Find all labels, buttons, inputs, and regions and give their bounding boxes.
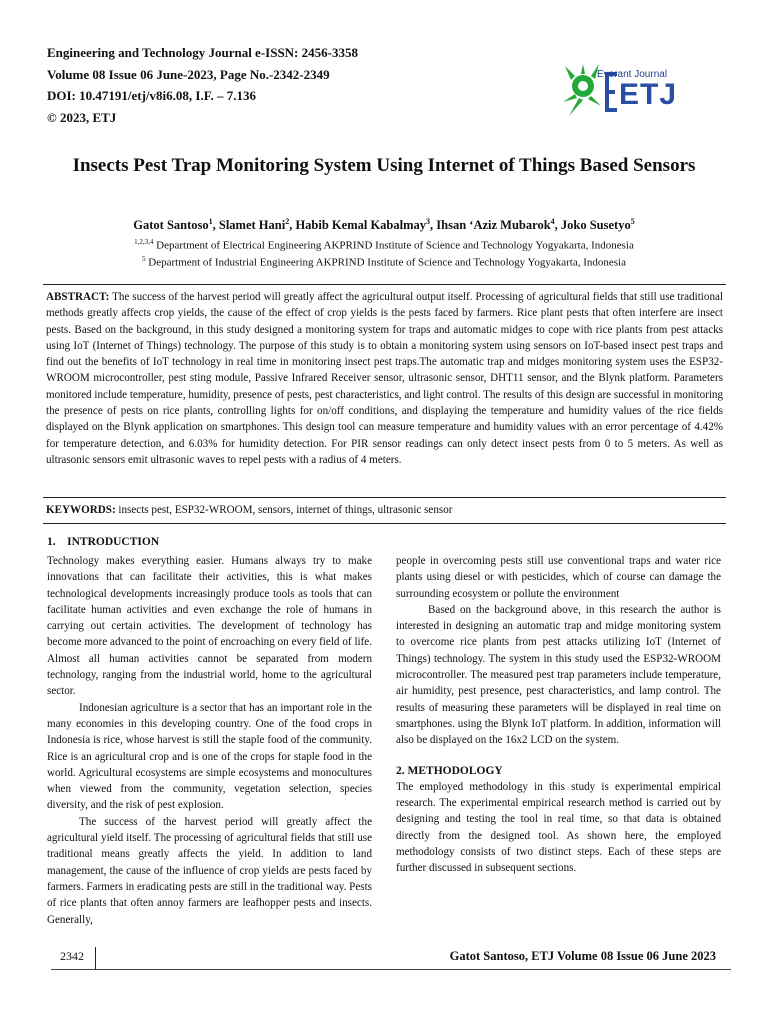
copyright-line: © 2023, ETJ <box>47 109 117 125</box>
author-name: Slamet Hani <box>218 218 286 233</box>
footer-separator <box>95 947 96 969</box>
author-name: Gatot Santoso <box>133 218 209 233</box>
author-name: Habib Kemal Kabalmay <box>295 218 427 233</box>
section-heading-methodology: 2. METHODOLOGY <box>396 764 503 777</box>
right-column <box>396 553 721 877</box>
methodology-paragraph-1: The employed methodology in this study is experimental empirical research. The experimental empirical research method is carried out by designing and testing the tool in real time, so that data is obtained directly from the designed tool. As shown here, the employed methodology consists of two distinct steps. Each of these steps are further discussed in subsequent sections. <box>396 780 721 875</box>
page-number: 2342 <box>60 949 84 963</box>
doi-line: DOI: 10.47191/etj/v8i6.08, I.F. – 7.136 <box>47 88 256 103</box>
logo-publisher-text: Everant Journal <box>597 69 668 80</box>
abstract-block <box>43 284 726 498</box>
intro-paragraph-5: Based on the background above, in this research the author is interested in designing an automatic trap and midge monitoring system to overcome rice plants from pest attacks utilizing IoT (Internet of Things) technology. The system in this study used the ESP32-WROOM microcontroller. The measured pest trap parameters include temperature, air humidity, pest presence, pest characteristics, and lamp control. The results of measuring these parameters will be displayed in real time on smartphones. using the Blynk IoT platform. In addition, information will also be displayed on the 16x2 LCD on the system. <box>396 603 721 747</box>
section-heading-introduction: 1. INTRODUCTION <box>47 536 160 548</box>
author-list: Gatot Santoso$^1$, Slamet Hani$^2$, Habib Kemal Kabalmay$^3$, Ihsan ‘Aziz Mubarok$^4$, Joko Susetyo$^5$ <box>133 217 635 233</box>
intro-paragraph-3: The success of the harvest period will greatly affect the agricultural yield itself. The processing of agricultural fields that still use traditional means greatly affects the yield. In addition to land management, the cause of the influence of crop yields are pests faced by farmers. Farmers in eradicating pests are still in the traditional way. Pests of rice plants that often annoy farmers are leafhopper pests and insects. Generally, <box>47 815 372 926</box>
intro-paragraph-4: people in overcoming pests still use conventional traps and water rice plants using diesel or with pesticides, which of course can damage the surrounding ecosystem or pollute the environment <box>396 555 721 600</box>
intro-paragraph-1: Technology makes everything easier. Humans always try to make innovations that can facilitate their activities, this is what makes technological developments increasingly produce tools as tools that can facilitate human activities and even exchange the role of humans in carrying out certain activities. The development of technology has become more advanced to the point of encroaching on every field of life. Almost all human activities cannot be separated from modern technology, ranging from the industrial world, home to the agricultural sector. <box>47 555 372 698</box>
keywords-divider <box>43 523 726 524</box>
footer-rule <box>51 969 731 970</box>
keywords-text: insects pest, ESP32-WROOM, sensors, internet of things, ultrasonic sensor <box>115 504 453 516</box>
author-name: Ihsan ‘Aziz Mubarok <box>436 218 551 233</box>
paper-title: Insects Pest Trap Monitoring System Using Internet of Things Based Sensors <box>72 155 696 176</box>
keywords-line <box>46 504 726 516</box>
footer-citation: Gatot Santoso, ETJ Volume 08 Issue 06 June 2023 <box>449 949 716 963</box>
abstract-text: The success of the harvest period will greatly affect the agricultural output itself. Processing of agricultural fields that still use traditional methods greatly affects crop yields, the cause of the effect of crop yields is the pests faced by farmers. Rice plant pests that often interfere are insect pests. Based on the background, in this study designed a monitoring system for traps and automatic midges to cope with rice plants from pest attacks using IoT (Internet of Things) technology. The purpose of this study is to obtain a monitoring system using sensors on IoT-based insect pest traps and find out the benefits of IoT technology in real time in monitoring insect pest traps.The automatic trap and midges monitoring system uses the ESP32-WROOM microcontroller, pest sting module, Passive Infrared Receiver sensor, ultrasonic sensor, DHT11 sensor, and the Blynk platform. Parameters monitored include temperature, humidity, presence of pests, pest characteristics, and light control. The results of this design are successful in monitoring the presence of pests on rice plants, controlling lights for on/off conditions, and displaying the temperature and humidity values of the rice fields displayed on the Blynk application on smartphones. This design tool can measure temperature and humidity values with an error percentage of 4.42% for temperature detection, and 6.03% for humidity detection. For PIR sensor readings can only detect insect pests from 0 to 5 meters. As well as ultrasonic sensors emit ultrasonic waves to repel pests with a radius of 4 meters. <box>46 291 723 466</box>
keywords-label: KEYWORDS: <box>46 504 116 516</box>
journal-name-line: Engineering and Technology Journal e-ISSN: 2456-3358 <box>47 45 358 60</box>
author-name: Joko Susetyo <box>560 218 631 233</box>
left-column <box>47 553 372 928</box>
abstract-label: ABSTRACT: <box>46 291 110 303</box>
etj-logo <box>561 58 711 120</box>
intro-paragraph-2: Indonesian agriculture is a sector that has an important role in the many economies in this developing country. One of the food crops in Indonesia is rice, whose harvest is still the staple food of the community. Rice is an agricultural crop and is one of the crops for staple food in the world. Agricultural ecosystems are simple ecosystems and monocultures when viewed from the community, vegetation selection, species diversity, and the risk of pest explosion. <box>47 701 372 812</box>
affiliation-1: $^{1,2,3,4}$ Department of Electrical Engineering AKPRIND Institute of Science and Technology Yogyakarta, Indonesia <box>134 238 634 252</box>
journal-header <box>47 42 507 128</box>
affiliation-2: $^5$ Department of Industrial Engineering AKPRIND Institute of Science and Technology Yogyakarta, Indonesia <box>142 255 626 269</box>
volume-line: Volume 08 Issue 06 June-2023, Page No.-2342-2349 <box>47 66 330 82</box>
logo-mark-text: ETJ <box>619 78 678 111</box>
